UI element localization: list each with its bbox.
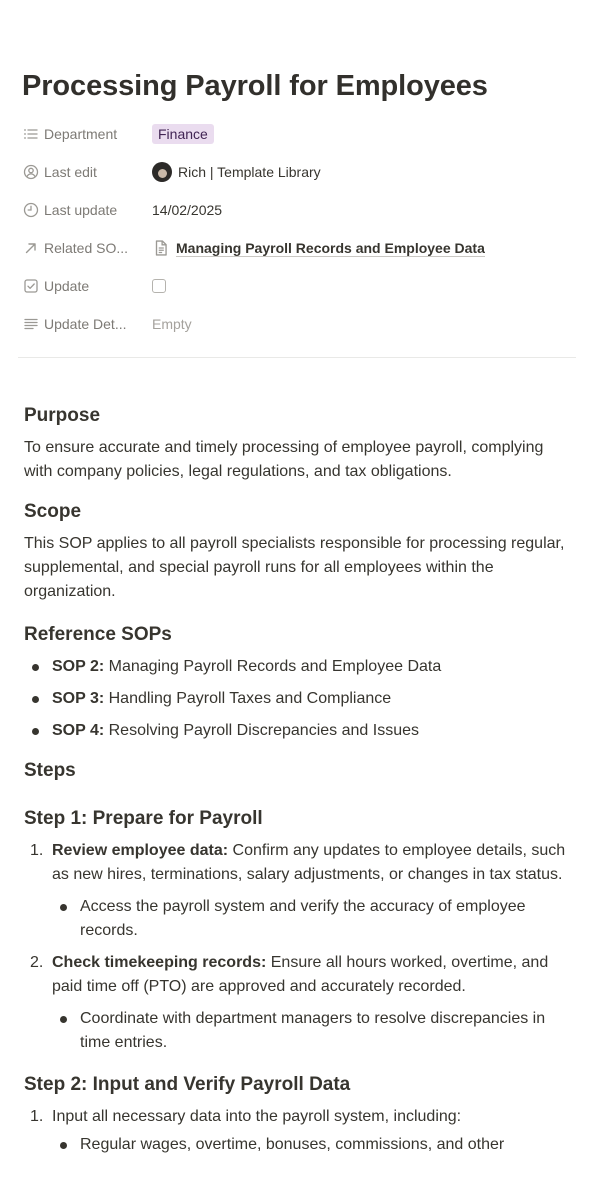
- department-tag[interactable]: Finance: [152, 124, 214, 144]
- list-number: 2.: [30, 954, 44, 971]
- property-label: Related SO...: [44, 240, 129, 256]
- sop-title: Resolving Payroll Discrepancies and Issues: [104, 722, 419, 739]
- page-title: Processing Payroll for Employees: [22, 70, 488, 102]
- list-icon: [22, 125, 40, 143]
- property-last-update[interactable]: [22, 191, 578, 229]
- list-item[interactable]: [24, 655, 576, 679]
- item-text: Confirm any updates to employee details, such as new hires, terminations, salary adjustments, or changes in tax status.: [52, 842, 566, 883]
- property-label: Department: [44, 126, 118, 142]
- sop-label: SOP 4:: [52, 722, 105, 739]
- last-edited-by[interactable]: Rich | Template Library: [178, 164, 321, 180]
- list-number: 1.: [30, 842, 44, 859]
- scope-text[interactable]: This SOP applies to all payroll specialists responsible for processing regular, supplemental, and special payroll runs for all employees within the organization.: [24, 535, 565, 600]
- item-text: Ensure all hours worked, overtime, and paid time off (PTO) are approved and accurately recorded.: [52, 954, 549, 995]
- list-item[interactable]: Coordinate with department managers to resolve discrepancies in time entries.: [52, 1007, 576, 1055]
- relation-arrow-icon: [22, 239, 40, 257]
- item-label: Review employee data:: [52, 842, 229, 859]
- step2-list: [24, 1105, 576, 1157]
- property-department[interactable]: [22, 115, 578, 153]
- reference-sops-heading: Reference SOPs: [24, 624, 172, 645]
- item-text: Input all necessary data into the payroll system, including:: [52, 1108, 462, 1125]
- list-item[interactable]: [24, 687, 576, 711]
- last-update-date[interactable]: 14/02/2025: [152, 202, 223, 218]
- person-icon: [22, 163, 40, 181]
- property-label: Last edit: [44, 164, 97, 180]
- property-label: Update Det...: [44, 316, 127, 332]
- update-checkbox[interactable]: [152, 279, 166, 293]
- sop-label: SOP 3:: [52, 690, 105, 707]
- purpose-text[interactable]: To ensure accurate and timely processing of employee payroll, complying with company policies, legal regulations, and tax obligations.: [24, 439, 544, 480]
- list-item[interactable]: [24, 951, 576, 1055]
- list-item[interactable]: [24, 1105, 576, 1157]
- purpose-heading: Purpose: [24, 405, 101, 426]
- step2-heading: Step 2: Input and Verify Payroll Data: [24, 1074, 351, 1095]
- page-content: [24, 396, 576, 1165]
- sop-title: Handling Payroll Taxes and Compliance: [104, 690, 392, 707]
- clock-icon: [22, 201, 40, 219]
- property-related-sops[interactable]: [22, 229, 578, 267]
- scope-heading: Scope: [24, 501, 82, 522]
- properties-panel: [22, 115, 578, 343]
- list-item[interactable]: Access the payroll system and verify the accuracy of employee records.: [52, 895, 576, 943]
- avatar: [152, 162, 172, 182]
- property-update-details[interactable]: [22, 305, 578, 343]
- update-details-value[interactable]: Empty: [152, 316, 192, 332]
- list-number: 1.: [30, 1108, 44, 1125]
- steps-heading: Steps: [24, 760, 76, 781]
- reference-sops-list: [24, 655, 576, 743]
- list-item[interactable]: [24, 719, 576, 743]
- step1-heading: Step 1: Prepare for Payroll: [24, 808, 263, 829]
- list-item[interactable]: Regular wages, overtime, bonuses, commissions, and other: [52, 1133, 576, 1157]
- property-last-edit[interactable]: [22, 153, 578, 191]
- property-label: Update: [44, 278, 90, 294]
- checkbox-icon: [22, 277, 40, 295]
- sop-label: SOP 2:: [52, 658, 105, 675]
- sop-title: Managing Payroll Records and Employee Data: [104, 658, 442, 675]
- list-item[interactable]: [24, 839, 576, 943]
- step1-list: [24, 839, 576, 1055]
- property-update[interactable]: [22, 267, 578, 305]
- page-icon: [152, 239, 170, 257]
- related-sop-link[interactable]: Managing Payroll Records and Employee Data: [176, 239, 485, 256]
- property-label: Last update: [44, 202, 118, 218]
- divider: [18, 357, 576, 358]
- text-lines-icon: [22, 315, 40, 333]
- item-label: Check timekeeping records:: [52, 954, 267, 971]
